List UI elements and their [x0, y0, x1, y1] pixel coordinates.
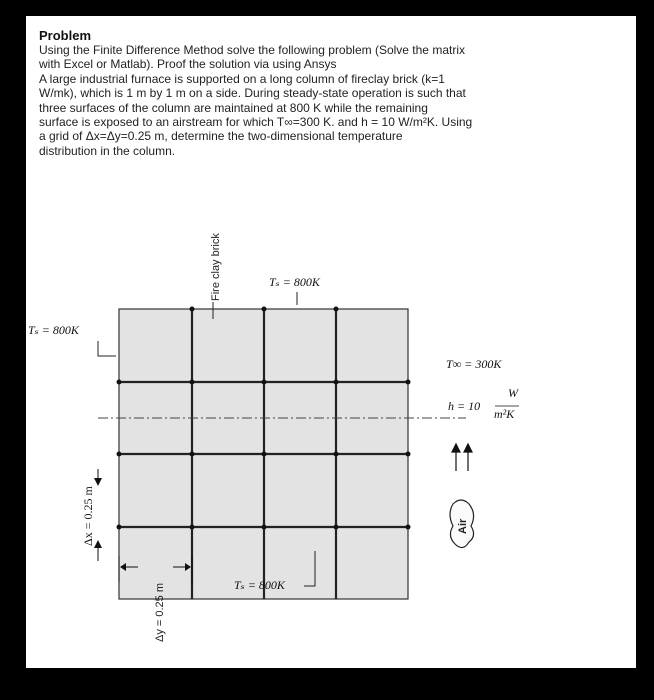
material-label: Fire clay brick	[210, 233, 222, 301]
grid-node	[117, 380, 122, 385]
statement-line: W/mk), which is 1 m by 1 m on a side. During steady-state operation is such that	[39, 86, 466, 101]
statement-line: Using the Finite Difference Method solve the following problem (Solve the matrix	[39, 43, 465, 57]
ambient-temperature-label: T∞ = 300K	[446, 357, 502, 371]
top-boundary-label: Tₛ = 800K	[269, 275, 320, 289]
dy-label: Δy = 0.25 m	[154, 582, 166, 642]
dx-dimension	[81, 469, 102, 561]
grid-node	[262, 380, 267, 385]
grid-node	[190, 307, 195, 312]
bottom-boundary-label: Tₛ = 800K	[234, 578, 285, 592]
statement-line: three surfaces of the column are maintained at 800 K while the remaining	[39, 100, 428, 115]
statement-line: surface is exposed to an airstream for which T∞=300 K. and h = 10 W/m²K. Using	[39, 115, 473, 130]
grid-node	[334, 452, 339, 457]
grid-node	[262, 452, 267, 457]
airflow-arrows-icon	[452, 444, 472, 471]
problem-sheet	[26, 16, 636, 668]
grid-node	[190, 452, 195, 457]
statement-line: with Excel or Matlab). Proof the solution via using Ansys	[39, 57, 337, 72]
air-cloud-icon	[450, 500, 474, 548]
air-label: Air	[457, 518, 469, 534]
grid-node	[406, 452, 411, 457]
grid-node	[334, 525, 339, 530]
problem-title: Problem	[39, 28, 92, 43]
left-boundary-label: Tₛ = 800K	[28, 323, 79, 337]
grid-node	[117, 525, 122, 530]
statement-line: a grid of Δx=Δy=0.25 m, determine the two-dimensional temperature	[39, 129, 403, 144]
grid-node	[334, 380, 339, 385]
grid-node	[117, 452, 122, 457]
grid-node	[190, 525, 195, 530]
h-prefix-label: h = 10	[448, 399, 481, 413]
h-unit-denominator: m²K	[494, 407, 515, 421]
grid-node	[334, 307, 339, 312]
statement-line: distribution in the column.	[39, 143, 176, 158]
left-boundary-leader	[98, 341, 116, 356]
h-unit-numerator: W	[508, 386, 518, 400]
dx-label: Δx = 0.25 m	[81, 486, 95, 546]
statement-line: A large industrial furnace is supported on a long column of fireclay brick (k=1	[39, 71, 445, 86]
grid-node	[262, 307, 267, 312]
grid-node	[262, 525, 267, 530]
grid-node	[406, 525, 411, 530]
column-figure	[26, 16, 636, 668]
grid-node	[190, 380, 195, 385]
grid-node	[406, 380, 411, 385]
